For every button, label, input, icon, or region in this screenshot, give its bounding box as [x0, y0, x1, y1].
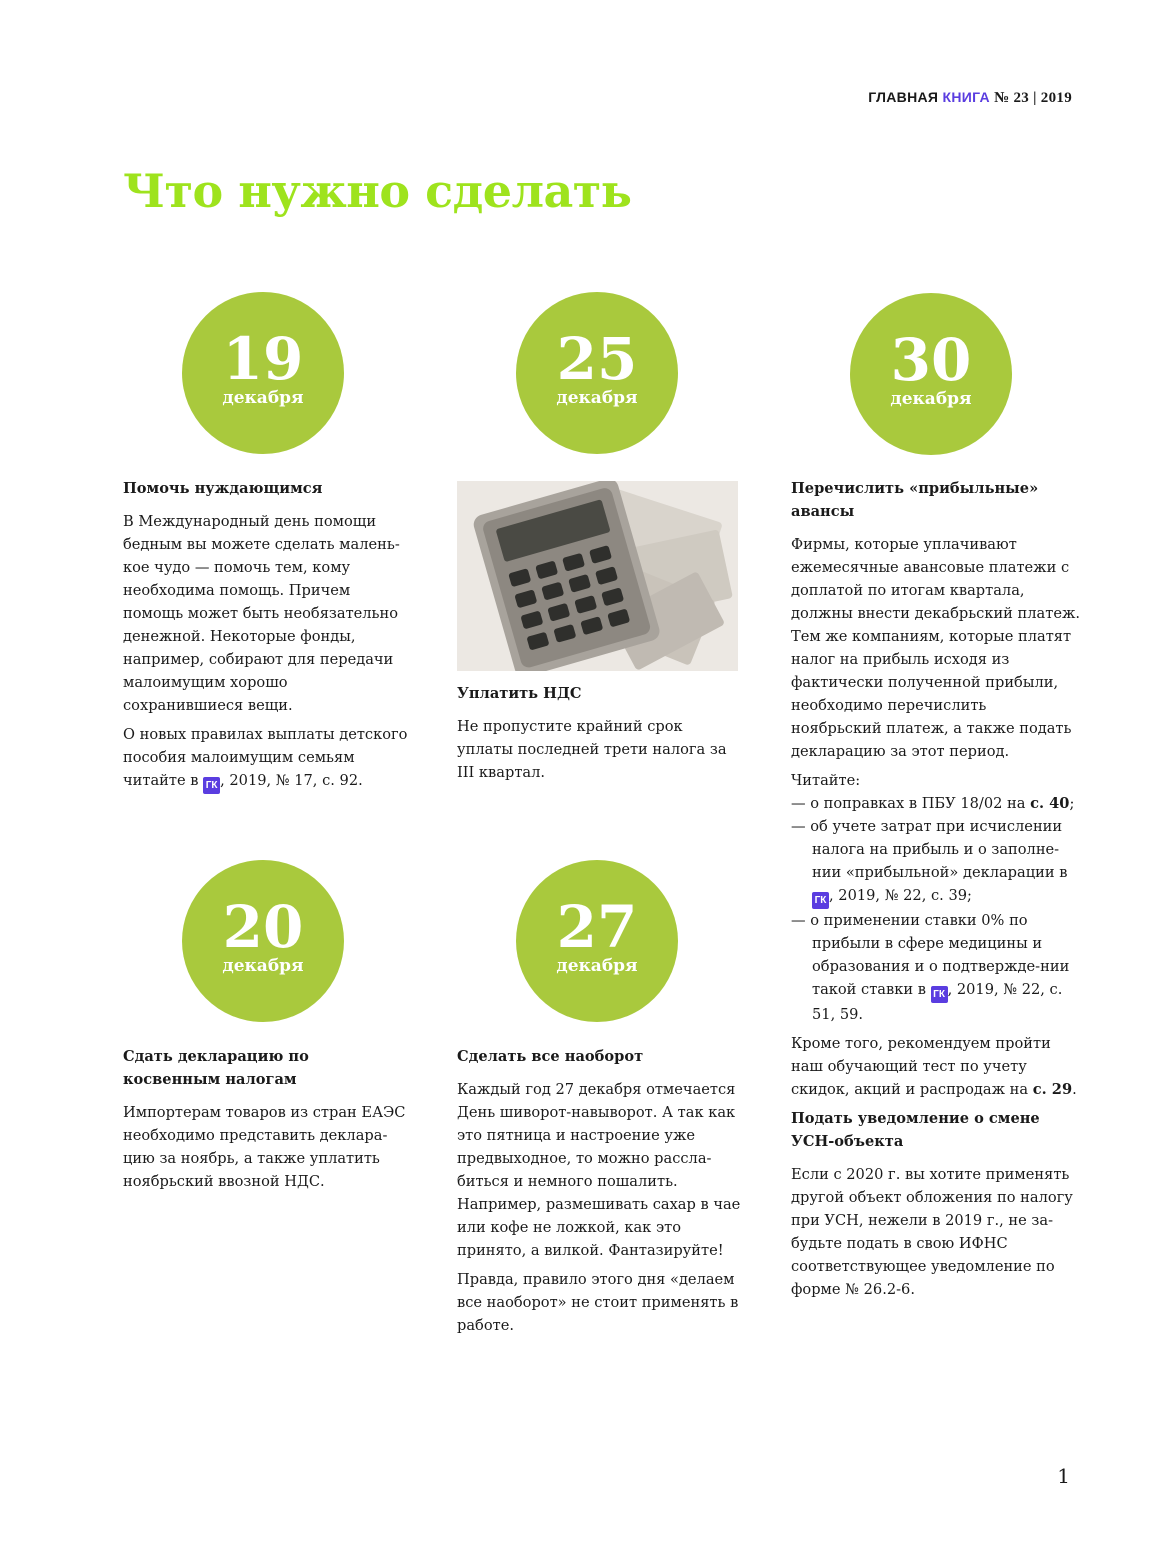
- section-text: Кроме того, рекомендуем пройти наш обучающий тест по учету скидок, акций и распродаж на с. 29.: [791, 1035, 1077, 1098]
- page-title: Что нужно сделать: [123, 164, 632, 218]
- list-item: — об учете затрат при исчислении налога на прибыль и о заполне-нии «прибыльной» декларации в ГК , 2019, № 22, с. 39;: [791, 815, 1081, 909]
- section-heading: Помочь нуждающимся: [123, 480, 323, 497]
- read-label: Читайте:: [791, 772, 861, 789]
- list-item: — о применении ставки 0% по прибыли в сфере медицины и образования и о подтвержде-нии такой ставки в ГК , 2019, № 22, с. 51, 59.: [791, 909, 1081, 1026]
- date-month: декабря: [890, 389, 972, 409]
- masthead-issue: № 23 | 2019: [994, 90, 1072, 106]
- date-circle-20: [182, 860, 344, 1022]
- section-declaration: [123, 1045, 408, 1199]
- reference-list: [791, 792, 1081, 1026]
- section-heading: Перечислить «прибыльные» авансы: [791, 480, 1039, 520]
- section-vat: [457, 682, 742, 790]
- section-reverse: [457, 1045, 742, 1343]
- list-item: — о поправках в ПБУ 18/02 на с. 40;: [791, 792, 1081, 815]
- section-reference: О новых правилах выплаты детского пособия малоимущим семьям читайте в ГК , 2019, № 17, с. 92.: [123, 723, 408, 794]
- masthead-brand: ГЛАВНАЯ: [868, 89, 939, 105]
- section-text: Каждый год 27 декабря отмечается День шиворот-навыворот. А так как это пятница и настроение уже предвыходное, то можно рассла-биться и немного пошалить. Например, размешивать сахар в чае или кофе не ложкой, как это принято, а вилкой. Фантазируйте!: [457, 1081, 741, 1259]
- section-text: Не пропустите крайний срок уплаты последней трети налога за III квартал.: [457, 718, 727, 781]
- date-day: 30: [890, 326, 972, 394]
- section-heading: Сделать все наоборот: [457, 1048, 644, 1065]
- date-month: декабря: [556, 956, 638, 976]
- date-day: 25: [556, 325, 638, 393]
- section-heading: Уплатить НДС: [457, 685, 582, 702]
- date-month: декабря: [222, 388, 304, 408]
- section-text: Импортерам товаров из стран ЕАЭС необходимо представить деклара-цию за ноябрь, а также уплатить ноябрьский ввозной НДС.: [123, 1104, 406, 1190]
- date-circle-25: [516, 292, 678, 454]
- masthead-brand-accent: КНИГА: [942, 89, 990, 105]
- section-help: [123, 477, 408, 800]
- date-day: 19: [222, 325, 304, 393]
- section-text: В Международный день помощи бедным вы можете сделать малень-кое чудо — помочь тем, кому необходима помощь. Причем помощь может быть необязательно денежной. Некоторые фонды, например, собирают для передачи малоимущим хорошо сохранившиеся вещи.: [123, 513, 400, 714]
- calculator-money-image: [457, 481, 738, 671]
- gk-logo-icon: ГК: [931, 986, 948, 1003]
- gk-logo-icon: ГК: [203, 777, 220, 794]
- section-text: Фирмы, которые уплачивают ежемесячные авансовые платежи с доплатой по итогам квартала, должны внести декабрьский платеж. Тем же компаниям, которые платят налог на прибыль исходя из фактически полученной прибыли, необходимо перечислить ноябрьский платеж, а также подать декларацию за этот период.: [791, 536, 1081, 760]
- date-circle-19: [182, 292, 344, 454]
- section-heading: Сдать декларацию по косвенным налогам: [123, 1048, 309, 1088]
- calculator-photo: [457, 481, 738, 671]
- page-number: 1: [1057, 1464, 1070, 1488]
- section-text: Если с 2020 г. вы хотите применять другой объект обложения по налогу при УСН, нежели в 2019 г., не за-будьте подать в свою ИФНС соответствующее уведомление по форме № 26.2-6.: [791, 1166, 1073, 1298]
- date-circle-27: [516, 860, 678, 1022]
- section-text: Правда, правило этого дня «делаем все наоборот» не стоит применять в работе.: [457, 1271, 739, 1334]
- date-month: декабря: [556, 388, 638, 408]
- section-profit: [791, 477, 1081, 1307]
- date-circle-30: [850, 293, 1012, 455]
- section-heading-usn: Подать уведомление о смене УСН-объекта: [791, 1110, 1040, 1150]
- date-day: 20: [222, 893, 304, 961]
- date-day: 27: [556, 893, 638, 961]
- masthead: [868, 89, 1072, 107]
- gk-logo-icon: ГК: [812, 892, 829, 909]
- date-month: декабря: [222, 956, 304, 976]
